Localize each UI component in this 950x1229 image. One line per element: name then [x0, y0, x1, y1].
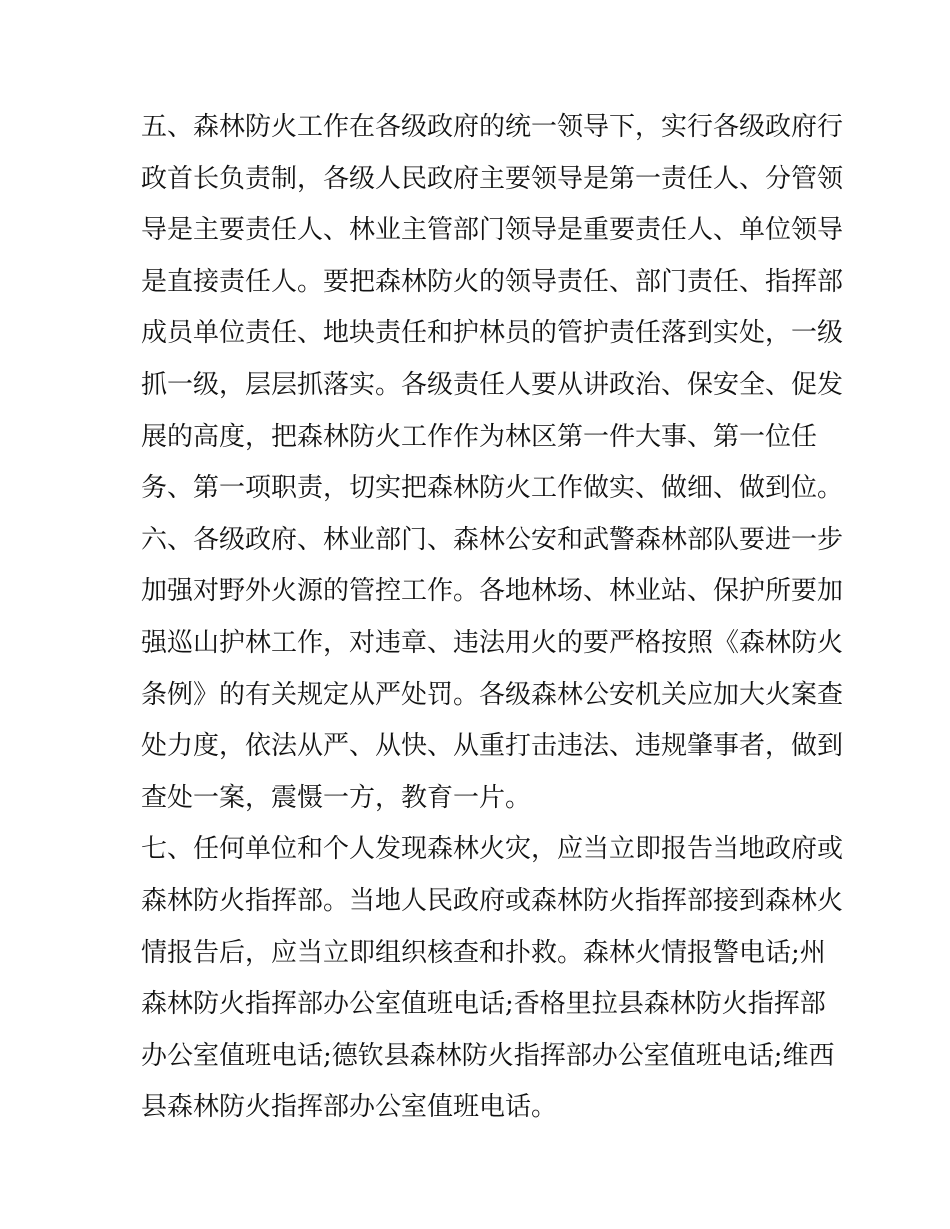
text-line: 县森林防火指挥部办公室值班电话。 [141, 1092, 558, 1123]
text-line: 是直接责任人。要把森林防火的领导责任、部门责任、指挥部 [141, 266, 844, 297]
text-line: 森林防火指挥部。当地人民政府或森林防火指挥部接到森林火 [141, 885, 844, 916]
text-line: 务、第一项职责，切实把森林防火工作做实、做细、做到位。 [141, 473, 844, 504]
text-line: 五、森林防火工作在各级政府的统一领导下，实行各级政府行 [141, 112, 844, 142]
text-line: 政首长负责制，各级人民政府主要领导是第一责任人、分管领 [141, 163, 844, 194]
text-line: 成员单位责任、地块责任和护林员的管护责任落到实处，一级 [141, 318, 844, 349]
paragraph-item-5 [141, 102, 844, 515]
text-line: 森林防火指挥部办公室值班电话;香格里拉县森林防火指挥部 [141, 989, 826, 1020]
text-line: 查处一案，震慑一方，教育一片。 [141, 782, 532, 813]
text-line: 情报告后，应当立即组织核查和扑救。森林火情报警电话;州 [141, 937, 826, 968]
document-body [141, 102, 844, 1134]
text-line: 六、各级政府、林业部门、森林公安和武警森林部队要进一步 [141, 524, 844, 555]
text-line: 加强对野外火源的管控工作。各地林场、林业站、保护所要加 [141, 576, 844, 607]
text-line: 抓一级，层层抓落实。各级责任人要从讲政治、保安全、促发 [141, 369, 844, 400]
text-line: 导是主要责任人、林业主管部门领导是重要责任人、单位领导 [141, 215, 844, 246]
paragraph-item-6 [141, 515, 844, 825]
paragraph-item-7 [141, 824, 844, 1134]
text-line: 条例》的有关规定从严处罚。各级森林公安机关应加大火案查 [141, 679, 844, 710]
text-line: 七、任何单位和个人发现森林火灾，应当立即报告当地政府或 [141, 834, 844, 865]
text-line: 展的高度，把森林防火工作作为林区第一件大事、第一位任 [141, 421, 818, 452]
text-line: 办公室值班电话;德钦县森林防火指挥部办公室值班电话;维西 [141, 1040, 835, 1071]
text-line: 处力度，依法从严、从快、从重打击违法、违规肇事者，做到 [141, 731, 844, 762]
text-line: 强巡山护林工作，对违章、违法用火的要严格按照《森林防火 [141, 627, 844, 658]
